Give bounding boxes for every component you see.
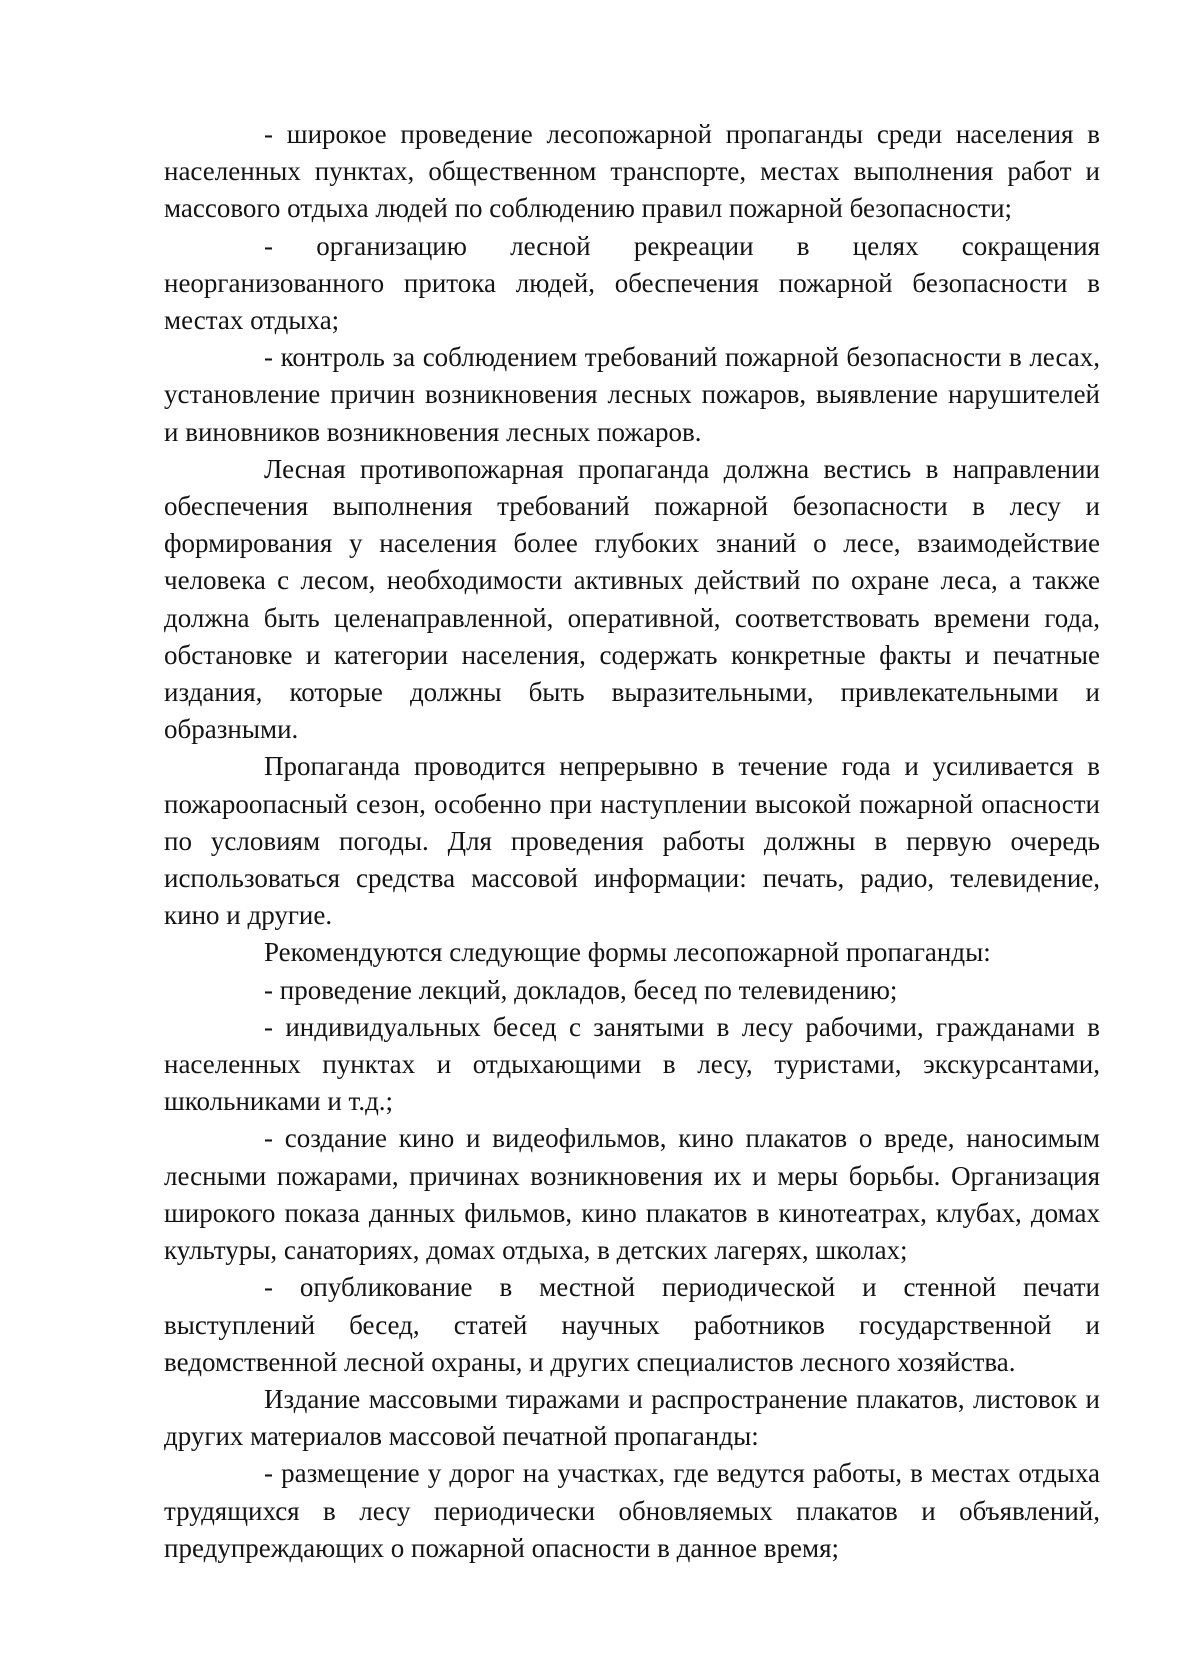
paragraph-forest-recreation: - организацию лесной рекреации в целях сокращения неорганизованного притока людей, обеспечения пожарной безопасности в местах отдыха; (164, 230, 1100, 336)
paragraph-propaganda-broad: - широкое проведение лесопожарной пропаганды среди населения в населенных пунктах, общественном транспорте, местах выполнения работ и массового отдыха людей по соблюдению правил пожарной безопасности; (164, 119, 1100, 224)
paragraph-fire-safety-control: - контроль за соблюдением требований пожарной безопасности в лесах, установление причин возникновения лесных пожаров, выявление нарушителей и виновников возникновения лесных пожаров. (164, 342, 1100, 447)
document-body (164, 116, 1100, 1567)
paragraph-recommended-forms: Рекомендуются следующие формы лесопожарной пропаганды: (264, 937, 991, 968)
paragraph-lectures: - проведение лекций, докладов, бесед по телевидению; (264, 974, 898, 1005)
paragraph-mass-printing: Издание массовыми тиражами и распространение плакатов, листовок и других материалов массовой печатной пропаганды: (164, 1383, 1100, 1452)
paragraph-propaganda-direction: Лесная противопожарная пропаганда должна вестись в направлении обеспечения выполнения требований пожарной безопасности в лесу и формирования у населения более глубоких знаний о лесе, взаимодействие человека с лесом, необходимости активных действий по охране леса, а также должна быть целенаправленной, оперативной, соответствовать времени года, обстановке и категории населения, содержать конкретные факты и печатные издания, которые должны быть выразительными, привлекательными и образными. (164, 453, 1100, 745)
paragraph-publications: - опубликование в местной периодической и стенной печати выступлений бесед, статей научных работников государственной и ведомственной лесной охраны, и других специалистов лесного хозяйства. (164, 1272, 1100, 1377)
paragraph-propaganda-continuous: Пропаганда проводится непрерывно в течение года и усиливается в пожароопасный сезон, особенно при наступлении высокой пожарной опасности по условиям погоды. Для проведения работы должны в первую очередь использоваться средства массовой информации: печать, радио, телевидение, кино и другие. (164, 751, 1100, 931)
paragraph-films: - создание кино и видеофильмов, кино плакатов о вреде, наносимым лесными пожарами, причинах возникновения их и меры борьбы. Организация широкого показа данных фильмов, кино плакатов в кинотеатрах, клубах, домах культуры, санаториях, домах отдыха, в детских лагерях, школах; (164, 1123, 1100, 1266)
paragraph-road-posters: - размещение у дорог на участках, где ведутся работы, в местах отдыха трудящихся в лесу периодически обновляемых плакатов и объявлений, предупреждающих о пожарной опасности в данное время; (164, 1458, 1100, 1563)
paragraph-individual-talks: - индивидуальных бесед с занятыми в лесу рабочими, гражданами в населенных пунктах и отдыхающими в лесу, туристами, экскурсантами, школьниками и т.д.; (164, 1011, 1100, 1117)
